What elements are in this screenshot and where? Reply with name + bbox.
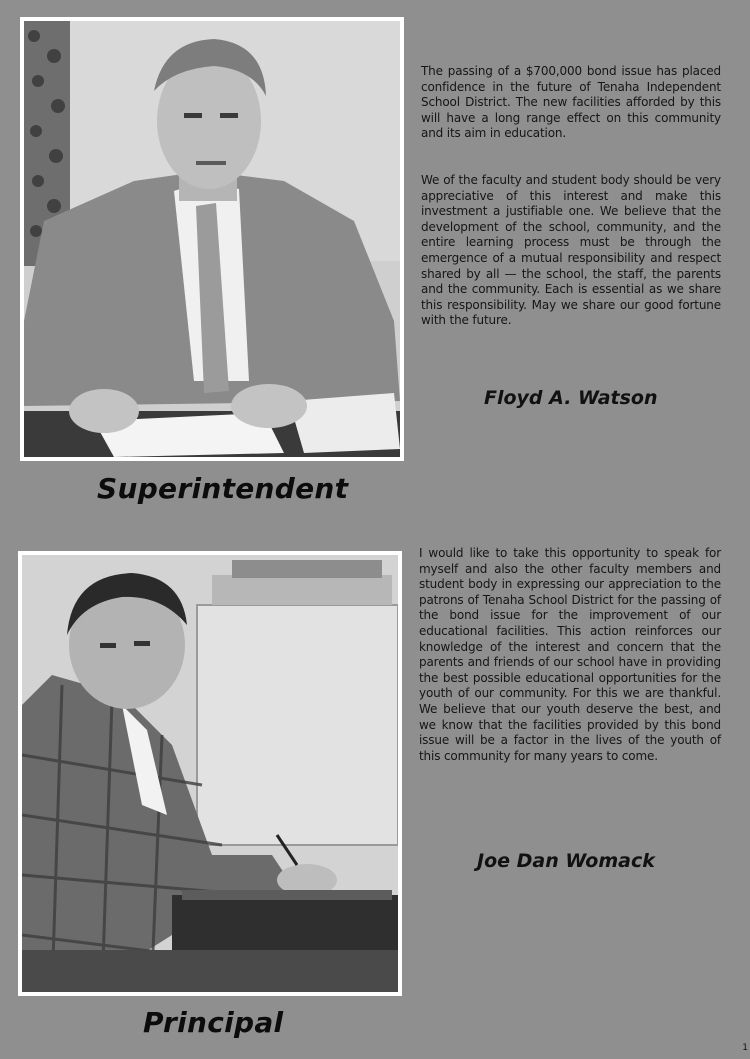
principal-photo (18, 551, 402, 996)
superintendent-title: Superintendent (97, 472, 349, 505)
principal-signature: Joe Dan Womack (477, 850, 655, 872)
principal-paragraph: I would like to take this opportunity to speak for myself and also the other faculty members and student body in expressing our appreciation to the patrons of Tenaha School District for the passing of the bond issue for the improvement of our educational facilities. This action reinforces our knowledge of the interest and concern that the parents and friends of our school have in providing the best possible educational opportunities for the youth of our community. For this we are thankful. We believe that our youth deserve the best, and we know that the facilities provided by this bond issue will be a factor in the lives of the youth of this community for many years to come. (419, 546, 721, 763)
principal-title: Principal (143, 1006, 284, 1039)
superintendent-paragraph-1: The passing of a $700,000 bond issue has placed confidence in the future of Tenaha Independent School District. The new facilities afforded by this will have a long range effect on this community and its aim in education. (421, 64, 721, 141)
superintendent-paragraph-2: We of the faculty and student body should be very appreciative of this interest and make this investment a justifiable one. We believe that the development of the school, community, and the entire learning process must be through the emergence of a mutual responsibility and respect shared by all — the school, the staff, the parents and the community. Each is essential as we share this responsibility. May we share our good fortune with the future. (421, 173, 721, 328)
page-number: 1 (742, 1043, 748, 1053)
superintendent-signature: Floyd A. Watson (484, 387, 658, 409)
superintendent-photo (20, 17, 404, 461)
